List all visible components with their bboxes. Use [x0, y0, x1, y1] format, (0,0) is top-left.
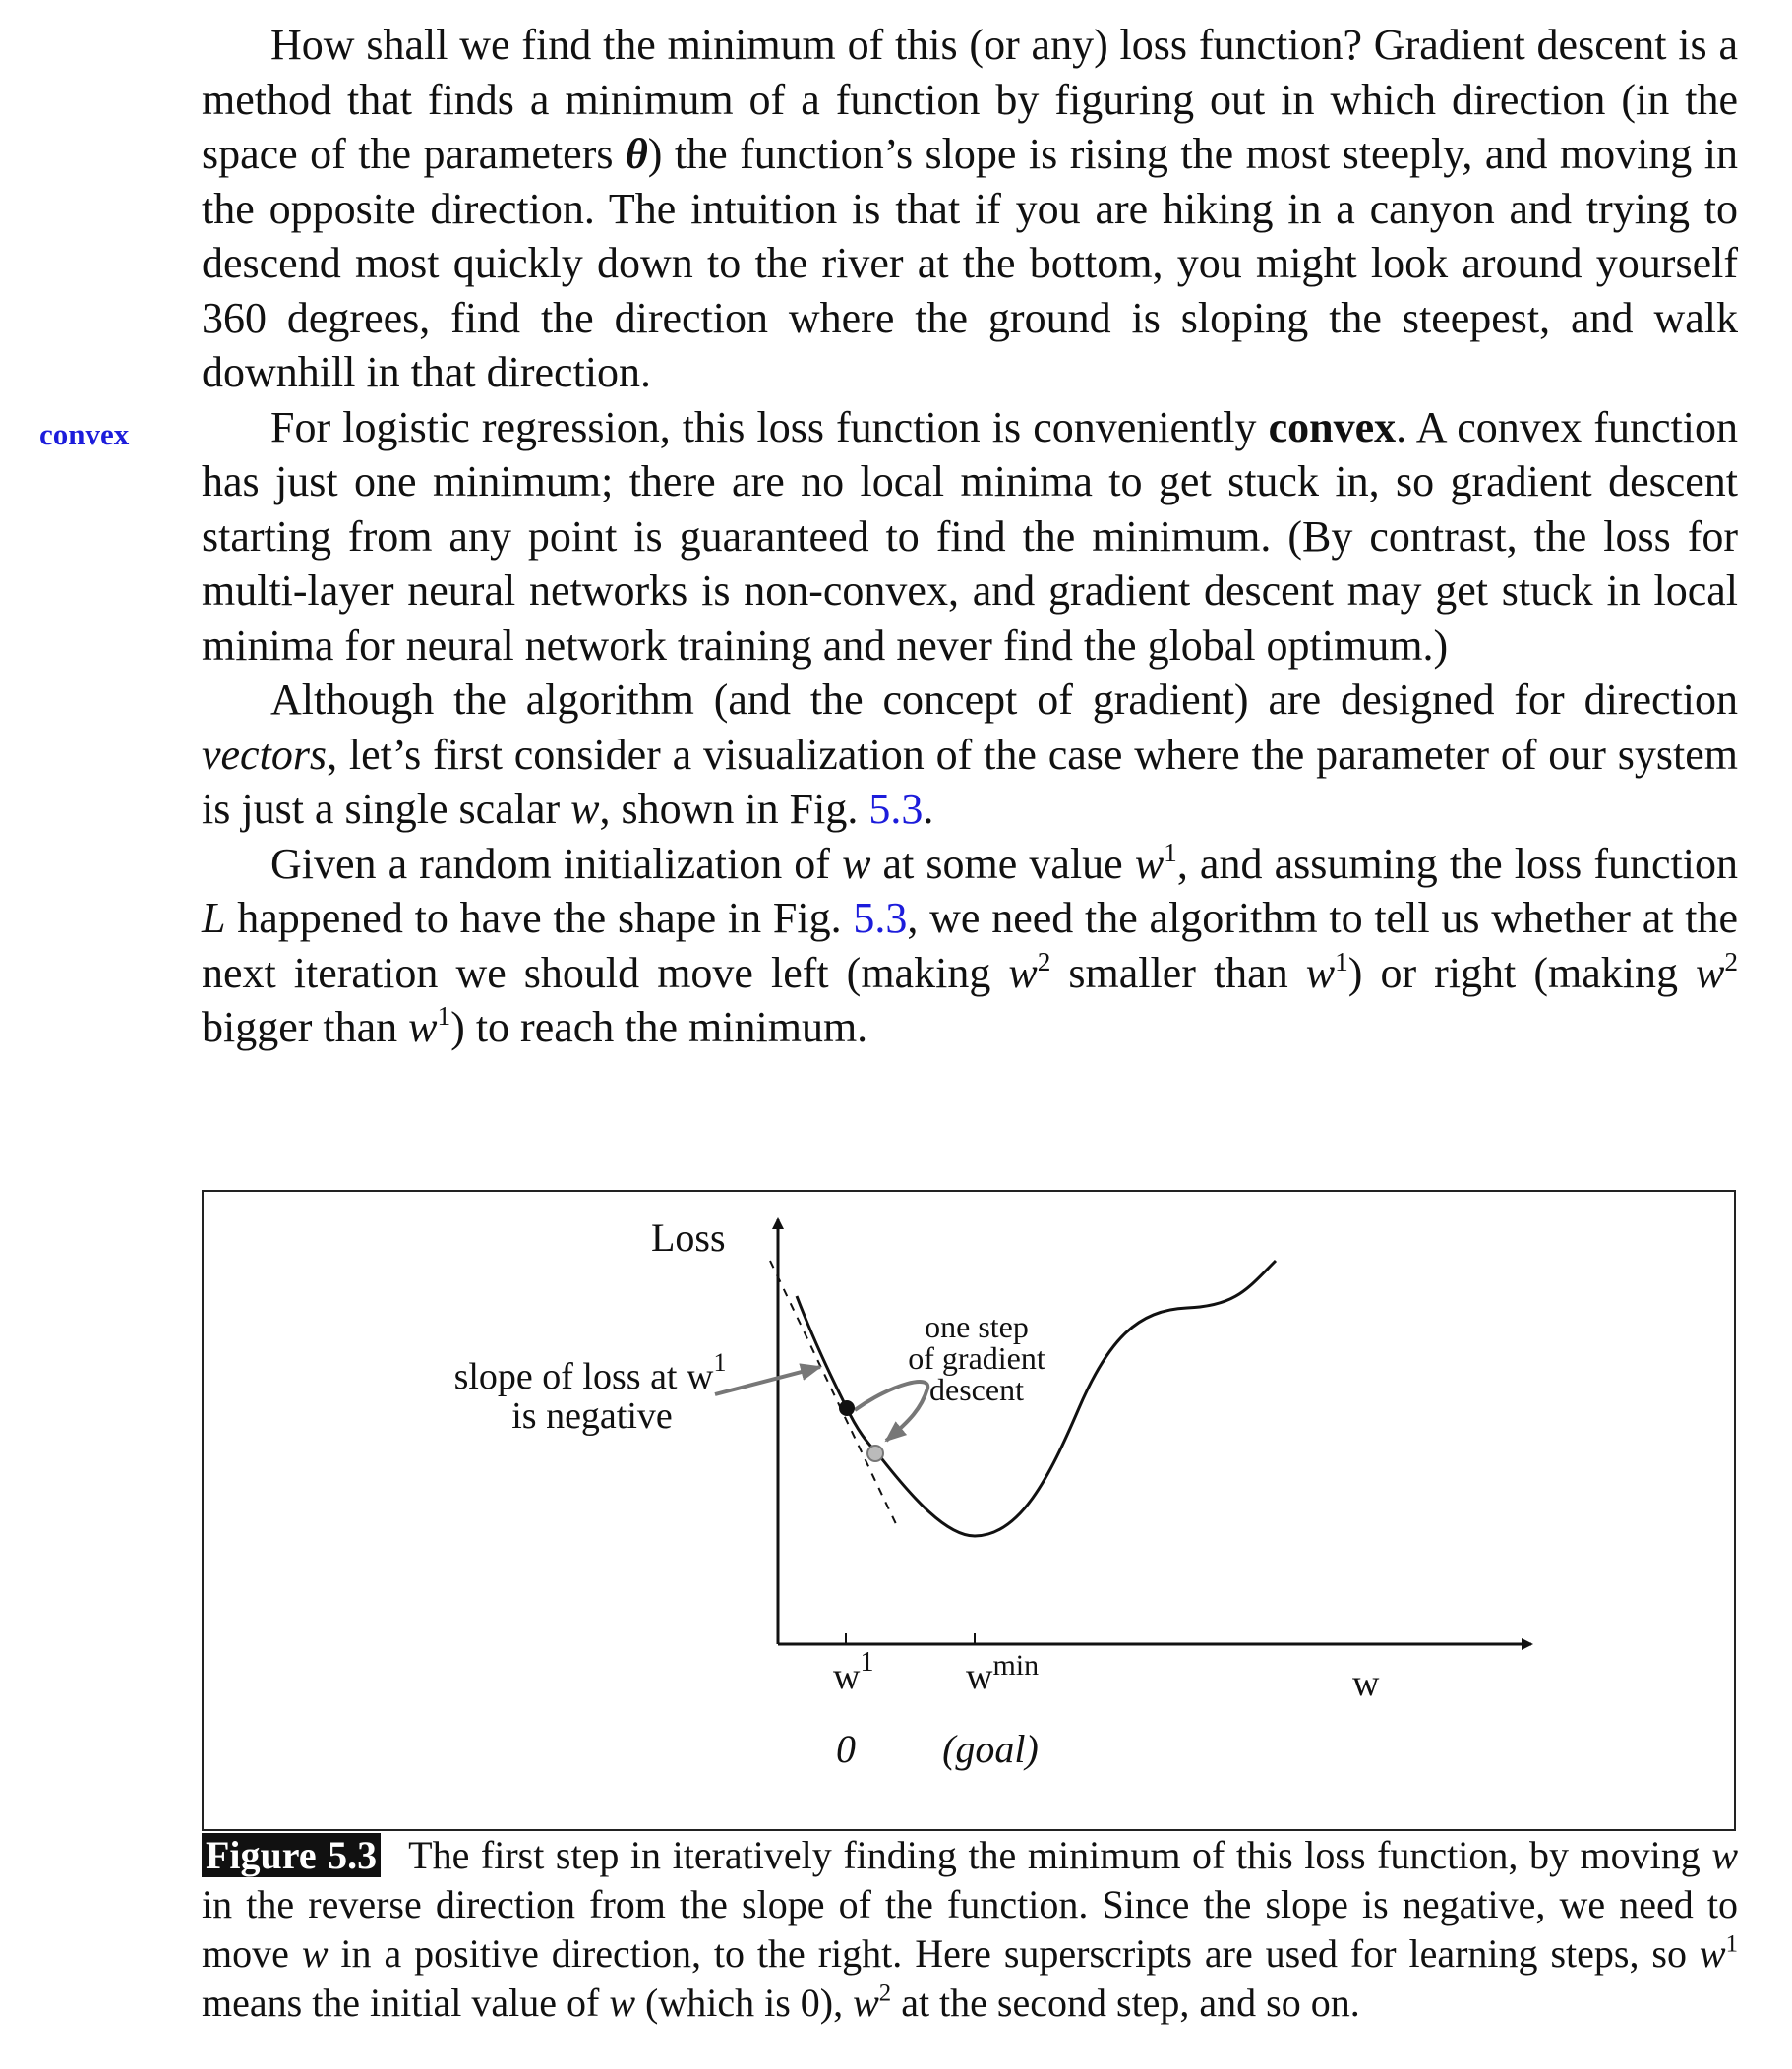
caption-text-3: in a positive direction, to the right. Here superscripts are used for learning steps, so [328, 1931, 1700, 1976]
p4-text-3: , and assuming the loss function [1176, 839, 1738, 888]
p4-text-2: at some value [870, 839, 1135, 888]
term-convex: convex [1268, 402, 1397, 451]
p4-text-5: , we need the algorithm to tell us whether at the next iteration we should move left (making [202, 894, 1738, 997]
tick1-label-w: w [833, 1656, 861, 1697]
tick2-label [966, 1649, 1039, 1697]
p1-text-2: ) the function’s slope is rising the most steeply, and moving in the opposite direction. The intuition is that if you are hiking in a canyon and trying to descend most quickly down to the river at the bottom, you might look around yourself 360 degrees, find the direction where the ground is sloping the steepest, and walk downhill in that direction. [202, 130, 1738, 396]
caption-text-1: The first step in iteratively finding the minimum of this loss function, by moving [408, 1833, 1712, 1877]
p2-text-1: For logistic regression, this loss function is conveniently [270, 402, 1269, 451]
var-w: w [853, 1980, 879, 2025]
p4-text-8: bigger than [202, 1003, 409, 1051]
var-w: w [301, 1931, 329, 1976]
superscript: min [992, 1649, 1040, 1682]
p4-text-1: Given a random initialization of [270, 839, 843, 888]
caption-text-6: at the second step, and so on. [891, 1980, 1360, 2025]
superscript: 2 [1724, 946, 1738, 976]
superscript: 1 [1725, 1930, 1739, 1958]
tick1-label [833, 1647, 873, 1697]
body-text [202, 18, 1738, 1055]
p4-text-9: ) to reach the minimum. [450, 1003, 868, 1051]
var-w: w [609, 1980, 636, 2025]
y-axis-label: Loss [651, 1215, 726, 1260]
margin-note-convex: convex [39, 417, 130, 451]
var-w: w [1305, 948, 1336, 997]
p3-text-2: , let’s first consider a visualization of the case where the parameter of our system is just a single scalar [202, 730, 1738, 833]
p2-text-2: . A convex function has just one minimum; there are no local minima to get stuck in, so gradient descent starting from any point is guaranteed to find the minimum. (By contrast, the loss for multi-layer neural networks is non-convex, and gradient descent may get stuck in local minima for neural network training and never find the global optimum.) [202, 402, 1739, 670]
var-w: w [1008, 948, 1038, 997]
superscript: 2 [1037, 946, 1051, 976]
paragraph-4 [202, 837, 1738, 1055]
var-L: L [202, 894, 226, 942]
paragraph-2 [202, 400, 1738, 674]
step-label-line3: descent [929, 1372, 1024, 1407]
superscript: 2 [878, 1980, 892, 2007]
x-axis-label: w [1352, 1663, 1380, 1704]
p3-text-3: , shown in Fig. [599, 785, 869, 833]
p4-text-4: happened to have the shape in Fig. [225, 894, 854, 942]
figure-ref-link[interactable]: 5.3 [853, 894, 908, 942]
p3-text-1: Although the algorithm (and the concept of gradient) are designed for direction [270, 676, 1738, 724]
var-w: w [1699, 1931, 1726, 1976]
tick2-label-w: w [966, 1656, 993, 1697]
var-w: w [570, 785, 600, 833]
point-w2 [867, 1446, 883, 1461]
theta-symbol: θ [625, 130, 648, 178]
slope-label-line2: is negative [511, 1395, 673, 1437]
p3-text-4: . [923, 785, 934, 833]
figure-caption [202, 1831, 1738, 2028]
var-w: w [1696, 948, 1725, 997]
loss-curve [797, 1261, 1276, 1536]
superscript: 1 [860, 1647, 874, 1678]
superscript: 1 [437, 1001, 451, 1032]
slope-pointer-arrow [715, 1367, 820, 1394]
step-label-line2: of gradient [908, 1340, 1045, 1376]
italic-vectors: vectors [202, 730, 328, 779]
var-w: w [408, 1003, 438, 1051]
superscript: 1 [1164, 837, 1177, 867]
gradient-descent-diagram [204, 1192, 1738, 1833]
slope-label [454, 1348, 727, 1397]
caption-text-5: (which is 0), [635, 1980, 854, 2025]
tick1-value: 0 [836, 1727, 856, 1771]
figure-label: Figure 5.3 [202, 1833, 381, 1877]
p1-text-1: How shall we find the minimum of this (or any) loss function? Gradient descent is a method that finds a minimum of a function by figuring out in which direction (in the space of the parameters [202, 21, 1738, 178]
superscript: 1 [1335, 946, 1348, 976]
tick2-value: (goal) [942, 1727, 1039, 1771]
step-label-line1: one step [925, 1309, 1029, 1344]
p4-text-7: ) or right (making [1347, 948, 1696, 997]
paragraph-1 [202, 18, 1738, 400]
p4-text-6: smaller than [1050, 948, 1306, 997]
figure-ref-link[interactable]: 5.3 [868, 785, 924, 833]
point-w1 [839, 1400, 855, 1416]
paragraph-3 [202, 673, 1738, 837]
figure-5-3 [202, 1190, 1736, 1831]
var-w: w [842, 839, 871, 888]
gradient-step-arrow [855, 1382, 927, 1441]
superscript: 1 [713, 1348, 727, 1377]
slope-label-line-1: slope of loss at w [453, 1356, 714, 1397]
var-w: w [1711, 1833, 1739, 1877]
var-w: w [1134, 839, 1165, 888]
caption-text-4: means the initial value of [202, 1980, 610, 2025]
caption-text-2: in the reverse direction from the slope of the function. Since the slope is negative, we need to move [202, 1882, 1738, 1976]
